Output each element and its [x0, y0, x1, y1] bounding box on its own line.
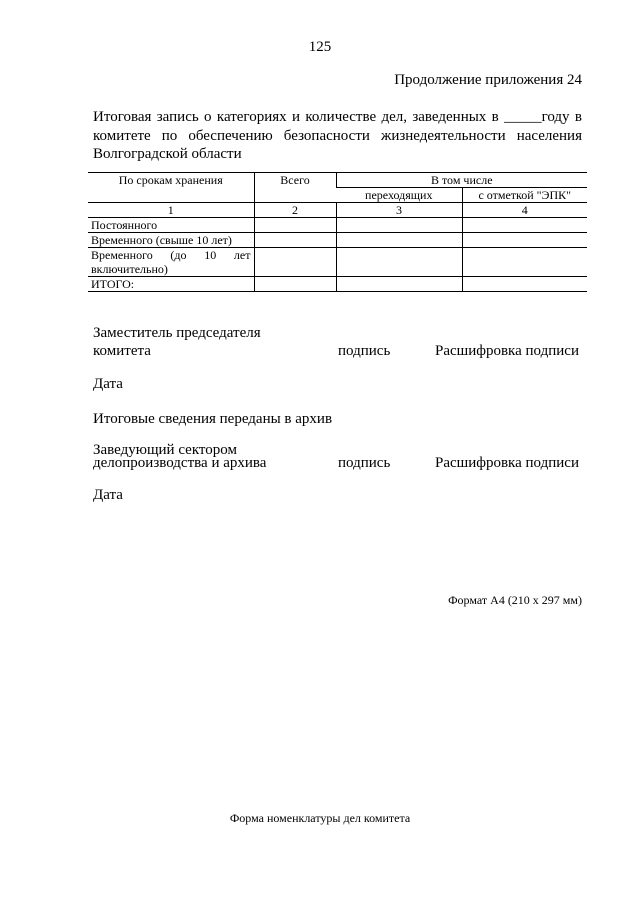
- header-total: Всего: [254, 173, 336, 203]
- intro-text: [93, 108, 582, 164]
- signature2-signature-label: подпись: [338, 455, 391, 471]
- table-cell: [336, 277, 462, 292]
- row-label: Временного (свыше 10 лет): [88, 233, 254, 248]
- archive-note: Итоговые сведения переданы в архив: [93, 411, 333, 427]
- row-label: Временного (до 10 лет включительно): [88, 248, 254, 277]
- signature1-decode-label: Расшифровка подписи: [435, 343, 579, 359]
- col-number-3: 3: [336, 203, 462, 218]
- table-cell: [462, 277, 587, 292]
- table-cell: [336, 248, 462, 277]
- table-row: [88, 277, 587, 292]
- header-epk: с отметкой "ЭПК": [462, 188, 587, 203]
- table-cell: [254, 277, 336, 292]
- signature1-position-line1: Заместитель председателя: [93, 325, 261, 341]
- intro-line-3: Волгоградской области: [93, 146, 242, 162]
- signature1-date-label: Дата: [93, 376, 123, 392]
- table-cell: [254, 218, 336, 233]
- table-cell: [336, 218, 462, 233]
- appendix-title: Продолжение приложения 24: [394, 72, 582, 88]
- header-transitional: переходящих: [336, 188, 462, 203]
- format-note: Формат А4 (210 х 297 мм): [448, 593, 582, 607]
- table-row: [88, 218, 587, 233]
- table-cell: [462, 248, 587, 277]
- col-number-4: 4: [462, 203, 587, 218]
- table-row: [88, 233, 587, 248]
- signature2-position-line1: Заведующий сектором: [93, 442, 237, 458]
- signature1-position-line2: комитета: [93, 343, 151, 359]
- footer-caption: Форма номенклатуры дел комитета: [229, 811, 411, 825]
- page-number: 125: [308, 39, 332, 55]
- table-row: [88, 248, 587, 277]
- table-cell: [462, 218, 587, 233]
- header-including: В том числе: [336, 173, 587, 188]
- table-cell: [336, 233, 462, 248]
- table-cell: [254, 248, 336, 277]
- table-cell: [254, 233, 336, 248]
- signature2-position-line2: делопроизводства и архива: [93, 455, 267, 471]
- header-storage: По срокам хранения: [88, 173, 254, 203]
- signature2-date-label: Дата: [93, 487, 123, 503]
- table-cell: [462, 233, 587, 248]
- intro-line-2: в комитете по обеспечению безопасности жизнедеятельности населения: [93, 109, 583, 144]
- summary-table: [88, 172, 587, 292]
- row-label: Постоянного: [88, 218, 254, 233]
- intro-line-1: Итоговая запись о категориях и количестве дел, заведенных в _____году: [93, 109, 570, 125]
- signature1-signature-label: подпись: [338, 343, 391, 359]
- col-number-1: 1: [88, 203, 254, 218]
- signature2-decode-label: Расшифровка подписи: [435, 455, 579, 471]
- col-number-2: 2: [254, 203, 336, 218]
- row-label: ИТОГО:: [88, 277, 254, 292]
